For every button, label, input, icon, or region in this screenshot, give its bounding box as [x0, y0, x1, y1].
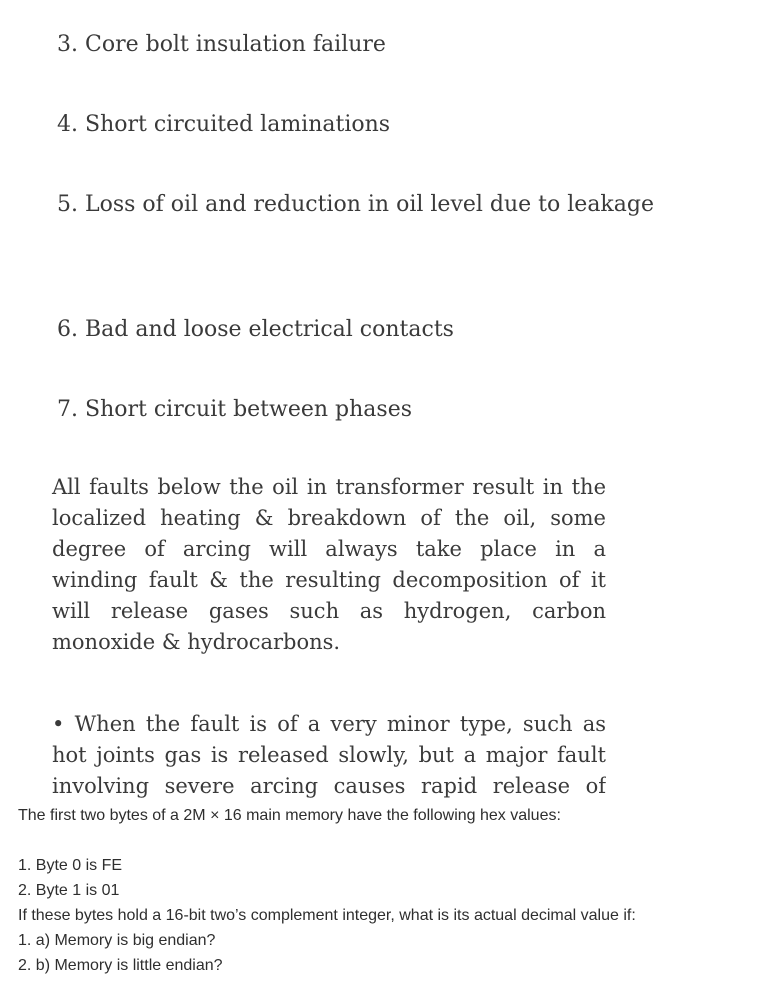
list-item-5 [57, 190, 654, 220]
list-item-3 [57, 30, 386, 60]
bullet-text: When the fault is of a very minor type, such as hot joints gas is released slowly, but a major fault involving severe arcing causes rapid release of [52, 712, 606, 798]
list-number: 6. [57, 317, 78, 342]
byte-1-line: 2. Byte 1 is 01 [18, 882, 120, 899]
list-number: 4. [57, 112, 78, 137]
bullet-symbol: • [52, 712, 65, 736]
list-text: Core bolt insulation failure [85, 32, 386, 57]
bullet-paragraph [52, 709, 606, 802]
list-number: 7. [57, 397, 78, 422]
list-item-4 [57, 110, 390, 140]
question-prompt: If these bytes hold a 16-bit two’s complement integer, what is its actual decimal value if: [18, 907, 636, 924]
faults-paragraph: All faults below the oil in transformer result in the localized heating & breakdown of the oil, some degree of arcing will always take place in a winding fault & the resulting decomposition of it will release gases such as hydrogen, carbon monoxide & hydrocarbons. [52, 475, 606, 654]
question-part-a: 1. a) Memory is big endian? [18, 932, 216, 949]
list-number: 3. [57, 32, 78, 57]
list-text: Short circuited laminations [85, 112, 391, 137]
byte-0-line: 1. Byte 0 is FE [18, 857, 123, 874]
question-intro: The first two bytes of a 2M × 16 main memory have the following hex values: [18, 807, 561, 824]
list-item-7 [57, 395, 412, 425]
list-text: Short circuit between phases [85, 397, 413, 422]
list-text: Bad and loose electrical contacts [85, 317, 454, 342]
list-number: 5. [57, 192, 78, 217]
list-text: Loss of oil and reduction in oil level due to leakage [85, 192, 654, 217]
list-item-6 [57, 315, 454, 345]
question-part-b: 2. b) Memory is little endian? [18, 957, 223, 974]
